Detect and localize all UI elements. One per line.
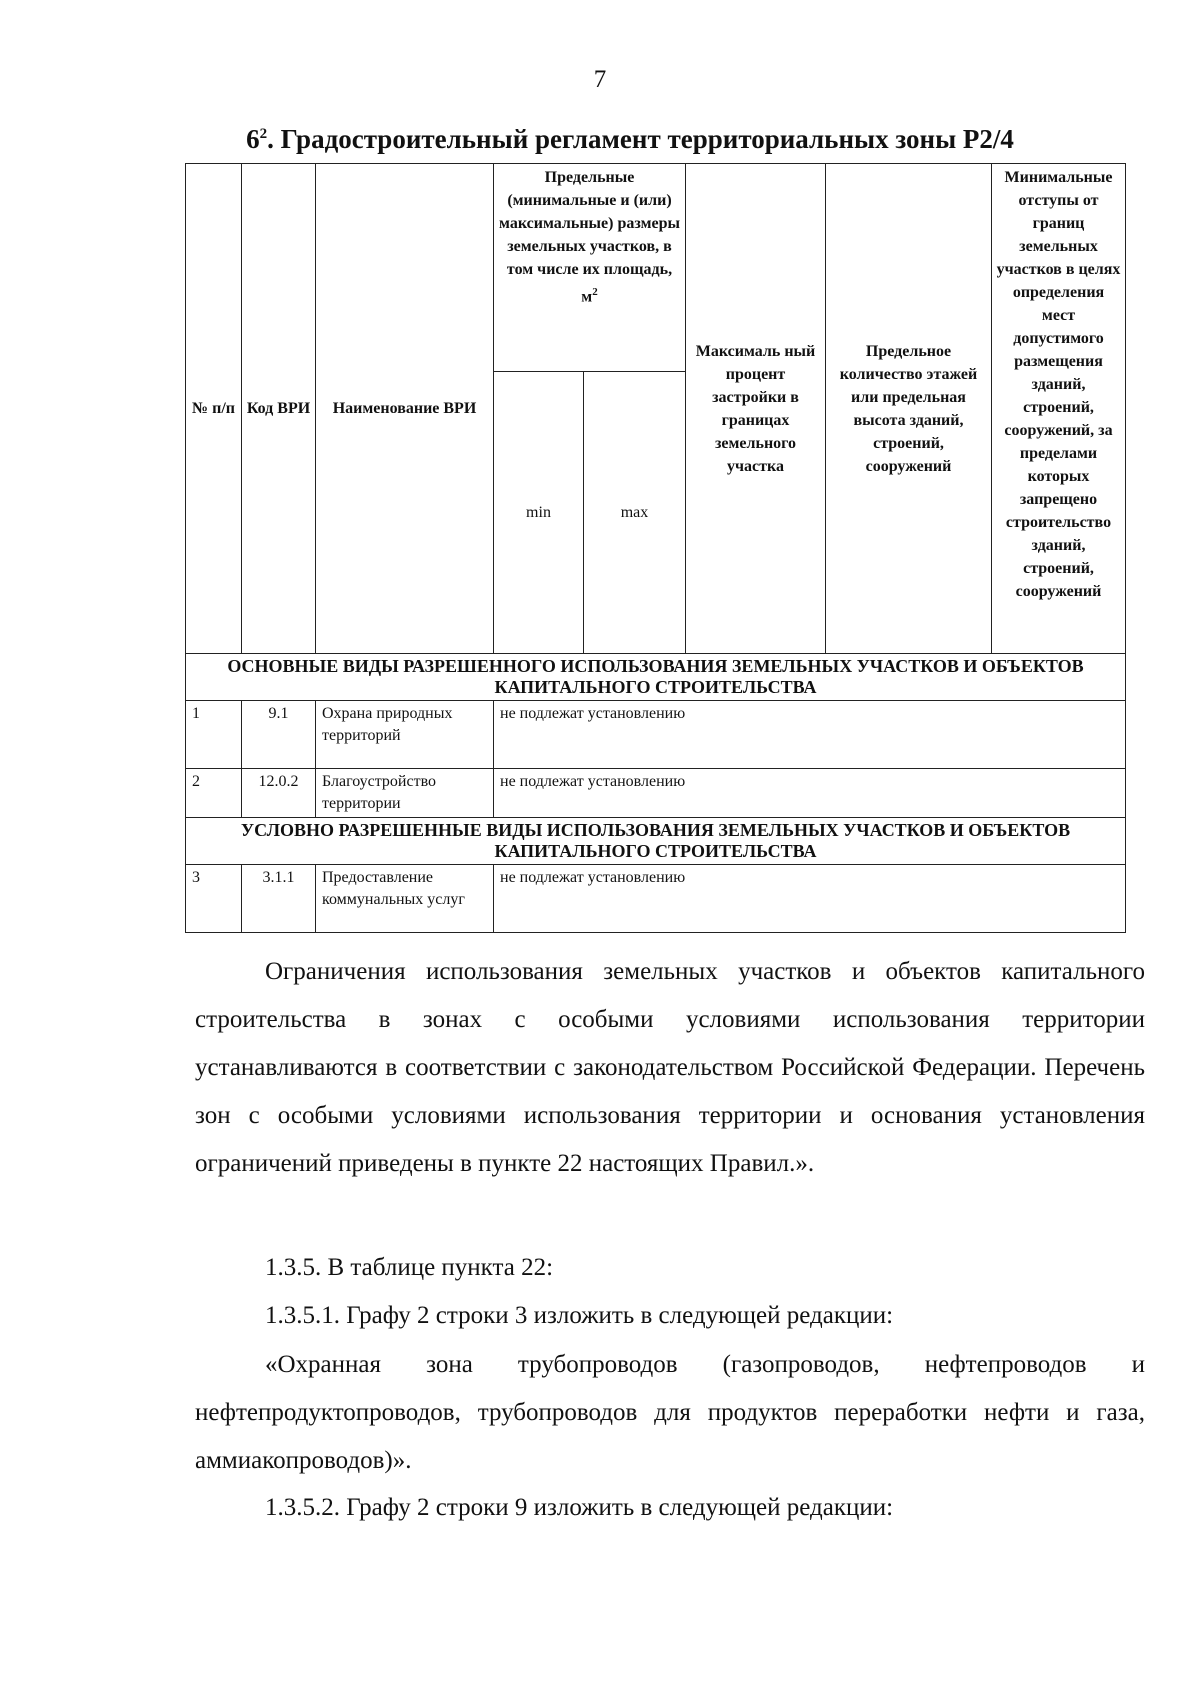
- header-code: Код ВРИ: [242, 164, 316, 654]
- document-title: [170, 124, 1090, 155]
- header-setbacks: Минимальные отступы от границ земельных участков в целях определения мест допустимого размещения зданий, строений, сооружений, за пределами которых запрещено строительство зданий, строений, сооружений: [992, 164, 1126, 654]
- row-name: Предоставление коммунальных услуг: [316, 865, 494, 933]
- row-value: не подлежат установлению: [494, 865, 1126, 933]
- header-name: Наименование ВРИ: [316, 164, 494, 654]
- header-percent: Максималь ный процент застройки в границах земельного участка: [686, 164, 826, 654]
- page-number: 7: [593, 66, 607, 93]
- section-main-uses: ОСНОВНЫЕ ВИДЫ РАЗРЕШЕННОГО ИСПОЛЬЗОВАНИЯ ЗЕМЕЛЬНЫХ УЧАСТКОВ И ОБЪЕКТОВ КАПИТАЛЬНОГО СТРОИТЕЛЬСТВА: [186, 654, 1126, 701]
- title-rest: . Градостроительный регламент территориальных зоны Р2/4: [267, 124, 1014, 154]
- regulation-table: [185, 163, 1126, 933]
- paragraph-restrictions: Ограничения использования земельных участков и объектов капитального строительства в зонах с особыми условиями использования территории устанавливаются в соответствии с законодательством Российской Федерации. Перечень зон с особыми условиями использования территории и основания установления ограничений приведены в пункте 22 настоящих Правил.».: [195, 958, 1145, 1177]
- header-floors: Предельное количество этажей или предельная высота зданий, строений, сооружений: [826, 164, 992, 654]
- row-value: не подлежат установлению: [494, 701, 1126, 769]
- header-num: № п/п: [186, 164, 242, 654]
- row-num: 2: [186, 769, 242, 818]
- row-code: 9.1: [242, 701, 316, 769]
- row-name: Охрана природных территорий: [316, 701, 494, 769]
- row-code: 3.1.1: [242, 865, 316, 933]
- paragraph-item-1-3-5-2: 1.3.5.2. Графу 2 строки 9 изложить в следующей редакции:: [265, 1494, 894, 1521]
- row-value: не подлежат установлению: [494, 769, 1126, 818]
- row-num: 3: [186, 865, 242, 933]
- header-min: min: [494, 372, 584, 654]
- row-code: 12.0.2: [242, 769, 316, 818]
- paragraph-item-1-3-5: 1.3.5. В таблице пункта 22:: [265, 1254, 554, 1281]
- title-main: 6: [246, 124, 260, 154]
- header-sizes: Предельные (минимальные и (или) максимальные) размеры земельных участков, в том числе их площадь, $м^2$: [494, 164, 686, 372]
- row-num: 1: [186, 701, 242, 769]
- paragraph-quote: «Охранная зона трубопроводов (газопроводов, нефтепроводов и нефтепродуктопроводов, трубопроводов для продуктов переработки нефти и газа, аммиакопроводов)».: [195, 1351, 1145, 1474]
- title-superscript: 2: [259, 126, 268, 142]
- section-conditional-uses: УСЛОВНО РАЗРЕШЕННЫЕ ВИДЫ ИСПОЛЬЗОВАНИЯ ЗЕМЕЛЬНЫХ УЧАСТКОВ И ОБЪЕКТОВ КАПИТАЛЬНОГО СТРОИТЕЛЬСТВА: [186, 818, 1126, 865]
- paragraph-item-1-3-5-1: 1.3.5.1. Графу 2 строки 3 изложить в следующей редакции:: [265, 1302, 894, 1329]
- header-max: max: [584, 372, 686, 654]
- row-name: Благоустройство территории: [316, 769, 494, 818]
